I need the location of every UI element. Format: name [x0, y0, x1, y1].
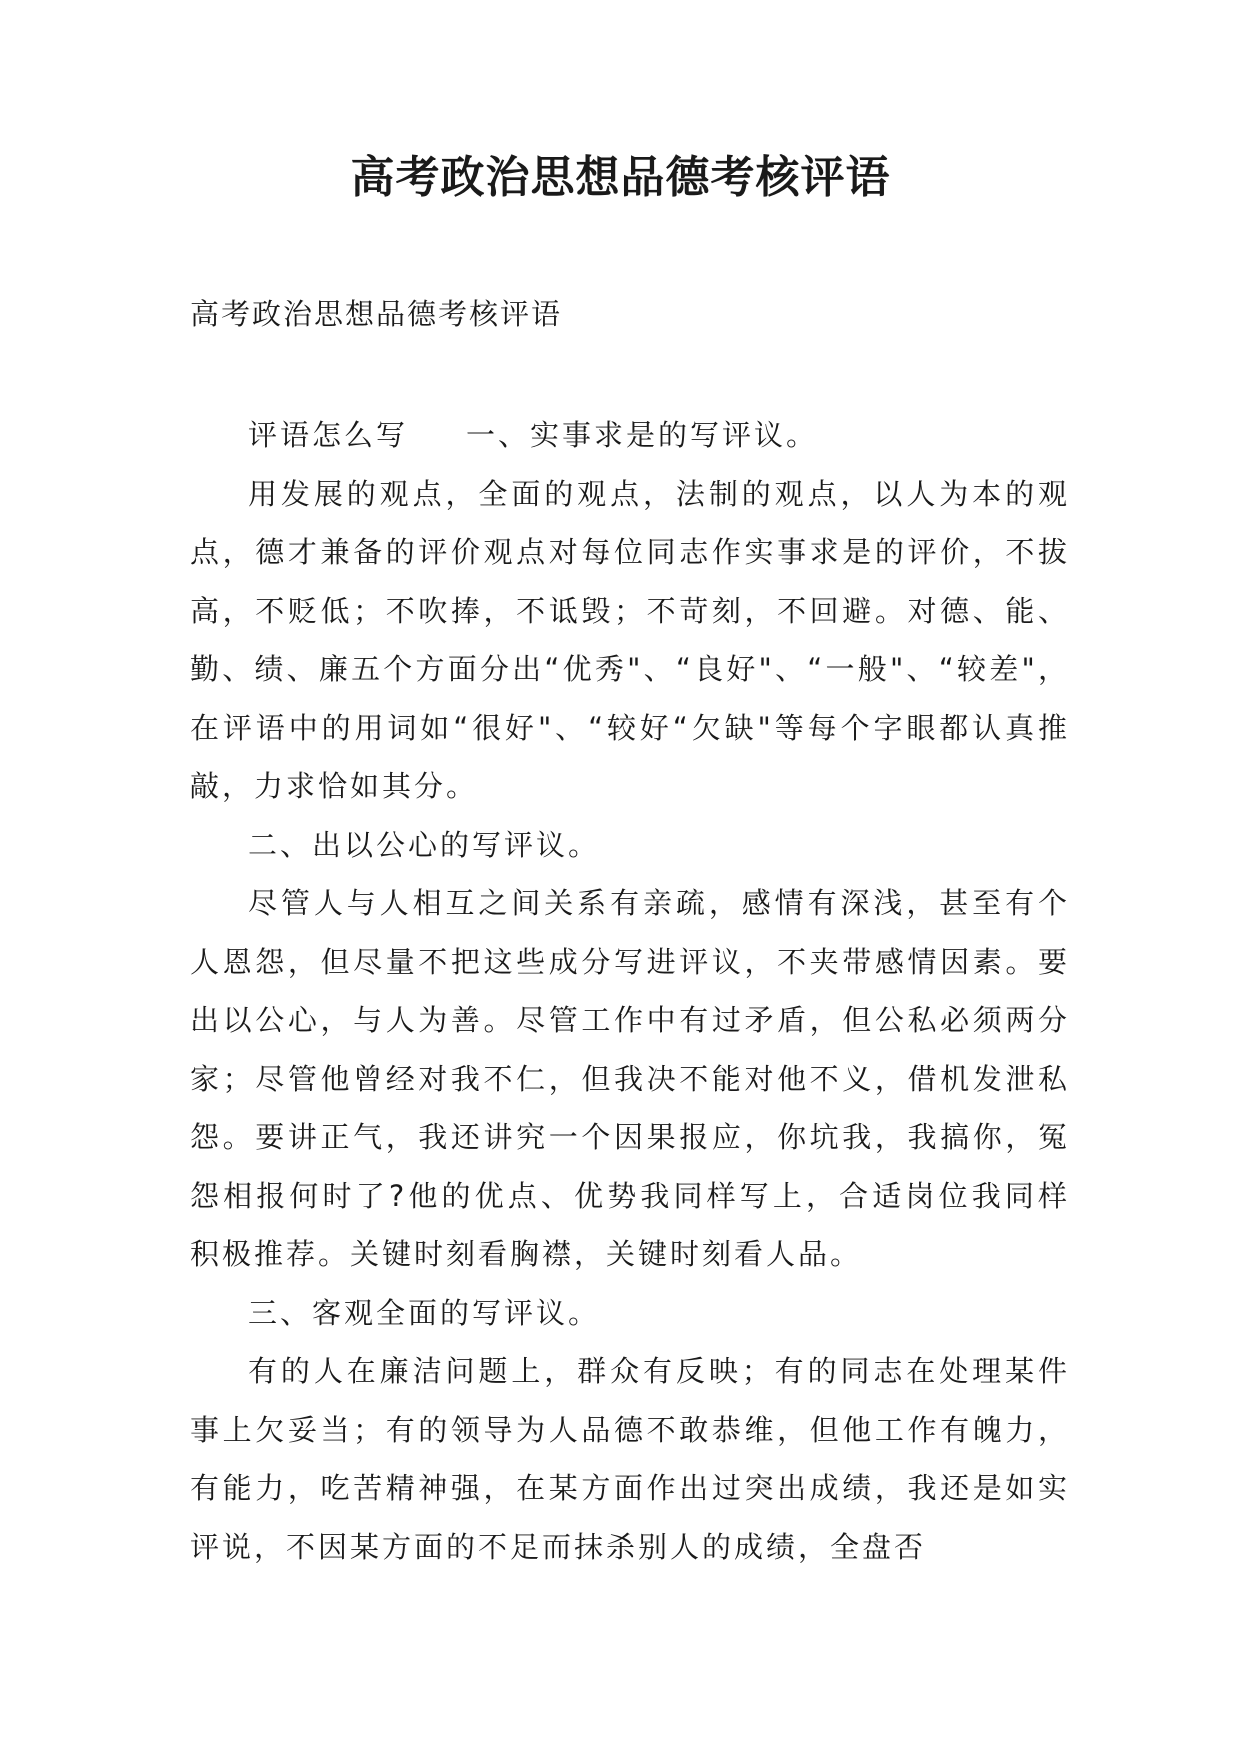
section-heading-1: 一、实事求是的写评议。 — [466, 418, 819, 452]
document-subtitle: 高考政治思想品德考核评语 — [190, 297, 563, 331]
document-title: 高考政治思想品德考核评语 — [350, 152, 891, 203]
intro-label: 评语怎么写 — [248, 418, 409, 452]
document-body — [190, 406, 1070, 1576]
intro-line — [190, 406, 1070, 465]
section-body-2: 尽管人与人相互之间关系有亲疏，感情有深浅，甚至有个人恩怨，但尽量不把这些成分写进评议，不夹带感情因素。要出以公心，与人为善。尽管工作中有过矛盾，但公私必须两分家；尽管他曾经对我不仁，但我决不能对他不义，借机发泄私怨。要讲正气，我还讲究一个因果报应，你坑我，我搞你，冤怨相报何时了?他的优点、优势我同样写上，合适岗位我同样积极推荐。关键时刻看胸襟，关键时刻看人品。 — [190, 886, 1070, 1271]
section-heading-2: 二、出以公心的写评议。 — [248, 827, 601, 862]
section-body-1: 用发展的观点，全面的观点，法制的观点，以人为本的观点，德才兼备的评价观点对每位同志作实事求是的评价，不拔高，不贬低；不吹捧，不诋毁；不苛刻，不回避。对德、能、勤、绩、廉五个方面分出“优秀"、“良好"、“一般"、“较差"，在评语中的用词如“很好"、“较好“欠缺"等每个字眼都认真推敲，力求恰如其分。 — [190, 476, 1070, 803]
section-heading-3: 三、客观全面的写评议。 — [248, 1295, 601, 1330]
section-body-3: 有的人在廉洁问题上，群众有反映；有的同志在处理某件事上欠妥当；有的领导为人品德不敢恭维，但他工作有魄力，有能力，吃苦精神强，在某方面作出过突出成绩，我还是如实评说，不因某方面的不足而抹杀别人的成绩，全盘否 — [190, 1354, 1070, 1564]
